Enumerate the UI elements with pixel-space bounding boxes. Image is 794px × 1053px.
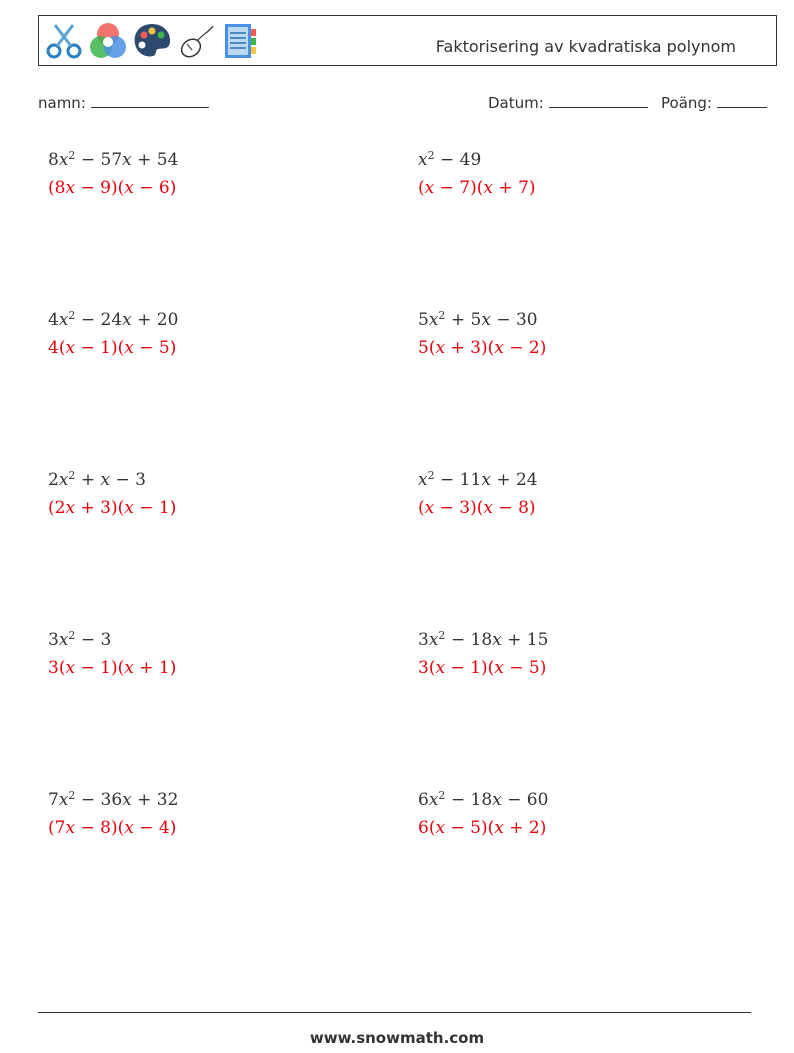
problem-question: $6x^2 - 18x - 60$ [418,789,549,810]
problem-question: $3x^2 - 18x + 15$ [418,629,549,650]
name-field [38,93,209,112]
icon-strip [43,20,261,62]
problem-item [418,790,548,838]
problem-item [48,310,178,358]
score-field [661,93,767,112]
problem-question: $2x^2 + x - 3$ [48,469,146,490]
problem-answer: (x − 3)(x − 8) [418,498,536,518]
computer-mouse-icon [175,20,217,62]
problem-item [48,790,178,838]
name-blank[interactable] [91,93,209,108]
problem-item [48,470,176,518]
problem-item [418,470,538,518]
score-blank[interactable] [717,93,767,108]
problem-question: $x^2 - 49$ [418,149,482,170]
problem-answer: (2x + 3)(x − 1) [48,498,177,518]
name-label: namn: [38,94,86,112]
date-label: Datum: [488,94,544,112]
footer-divider [38,1012,751,1013]
worksheet-title: Faktorisering av kvadratiska polynom [435,37,736,56]
problem-answer: (8x − 9)(x − 6) [48,178,177,198]
problem-question: $8x^2 - 57x + 54$ [48,149,179,170]
scissors-icon [43,20,85,62]
problem-answer: 3(x − 1)(x − 5) [418,658,547,678]
problem-question: $3x^2 - 3$ [48,629,112,650]
problem-answer: 4(x − 1)(x − 5) [48,338,177,358]
problem-answer: (7x − 8)(x − 4) [48,818,177,838]
problem-item [418,150,536,198]
notebook-icon [219,20,261,62]
problem-question: $7x^2 - 36x + 32$ [48,789,179,810]
problem-answer: 5(x + 3)(x − 2) [418,338,547,358]
problem-question: $5x^2 + 5x - 30$ [418,309,538,330]
problem-question: $x^2 - 11x + 24$ [418,469,538,490]
problem-item [418,310,546,358]
problem-answer: (x − 7)(x + 7) [418,178,536,198]
date-blank[interactable] [549,93,648,108]
worksheet-header [38,15,777,66]
score-label: Poäng: [661,94,712,112]
problem-question: $4x^2 - 24x + 20$ [48,309,179,330]
problem-item [418,630,548,678]
paint-palette-icon [131,20,173,62]
footer-url: www.snowmath.com [309,1029,485,1047]
date-field [488,93,648,112]
problem-item [48,630,176,678]
color-circles-icon [87,20,129,62]
problem-item [48,150,178,198]
problem-answer: 6(x − 5)(x + 2) [418,818,547,838]
problem-answer: 3(x − 1)(x + 1) [48,658,177,678]
